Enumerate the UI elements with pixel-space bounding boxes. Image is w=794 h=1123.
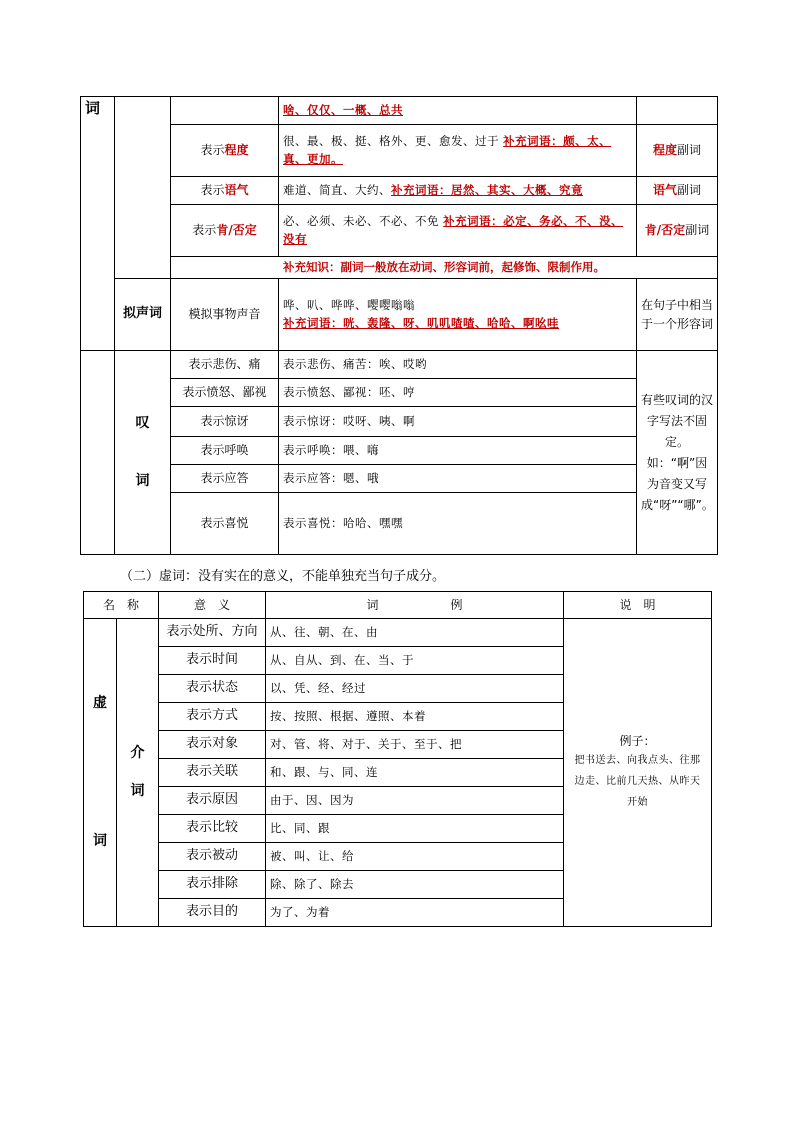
note-body: 把书送去、向我点头、往那边走、比前几天热、从昨天开始	[574, 755, 701, 809]
words-text: 从、自从、到、在、当、于	[270, 652, 415, 667]
interjection-char-2: 词	[135, 472, 150, 489]
onomatopoeia-name	[115, 279, 171, 351]
examples-cell	[266, 731, 564, 759]
words-cell	[279, 97, 637, 125]
header-text: 名 称	[103, 597, 140, 612]
meaning-cell	[171, 97, 279, 125]
words-text: 难道、简直、大约、	[283, 182, 391, 197]
meaning-cell	[159, 675, 266, 703]
supplement-text: 补充词语：必定、务必、不、没、没有	[283, 213, 624, 246]
words-negation	[279, 205, 637, 257]
meaning-cell	[159, 815, 266, 843]
examples-cell	[266, 899, 564, 927]
header-examples	[266, 592, 564, 619]
adverb-name-cell	[115, 97, 171, 279]
function-word-label	[84, 619, 117, 927]
words-text: 表示呼唤：喂、嗨	[283, 442, 379, 457]
words-text: 为了、为着	[270, 904, 331, 919]
meaning-prefix: 表示	[200, 143, 225, 158]
examples-cell	[266, 843, 564, 871]
meaning-text: 表示愤怒、鄙视	[182, 385, 267, 400]
meaning-cell	[159, 759, 266, 787]
meaning-negation	[171, 205, 279, 257]
meaning-cell	[159, 647, 266, 675]
meaning-text: 表示喜悦	[200, 516, 249, 531]
meaning-text: 表示目的	[186, 904, 239, 920]
note-suffix: 副词	[685, 223, 710, 238]
meaning-text: 表示时间	[186, 652, 239, 668]
words-text: 以、凭、经、经过	[270, 680, 367, 695]
words-text: 表示应答：嗯、哦	[283, 470, 379, 485]
examples-cell	[266, 703, 564, 731]
meaning-cell	[159, 703, 266, 731]
supplement-text: 补充词语：咣、轰隆、呀、叽叽喳喳、哈哈、啊吆哇	[283, 315, 559, 330]
note-mood	[637, 177, 718, 205]
note-title: 例子：	[619, 733, 656, 748]
note-suffix: 副词	[677, 183, 702, 198]
meaning-text: 表示状态	[186, 680, 239, 696]
meaning-cell	[159, 843, 266, 871]
meaning-prefix: 表示	[192, 223, 217, 238]
words-text: 被、叫、让、给	[270, 848, 355, 863]
meaning-text: 表示悲伤、痛	[188, 357, 261, 372]
category-char-1: 虚	[93, 694, 107, 711]
meaning-text: 表示方式	[186, 708, 239, 724]
meaning-text: 表示处所、方向	[166, 624, 258, 640]
note-text: 有些叹词的汉字写法不固定。如：“啊”因为音变又写成“呀”“哪”。	[641, 392, 714, 512]
interjection-meaning	[171, 407, 279, 437]
words-text: 比、同、跟	[270, 820, 331, 835]
interjection-name	[115, 351, 171, 555]
examples-cell	[266, 647, 564, 675]
examples-cell	[266, 675, 564, 703]
examples-cell	[266, 871, 564, 899]
header-text: 意 义	[194, 597, 231, 612]
function-word-table	[83, 591, 712, 927]
meaning-key: 程度	[224, 143, 249, 158]
meaning-text: 表示惊讶	[200, 414, 249, 429]
words-text: 和、跟、与、同、连	[270, 764, 379, 779]
meaning-text: 表示应答	[200, 471, 249, 486]
words-text: 啥、仅仅、一概、总共	[283, 102, 403, 117]
onomatopoeia-note	[637, 279, 718, 351]
notes-cell	[564, 619, 712, 927]
note-text: 在句子中相当于一个形容词	[641, 297, 714, 331]
note-degree	[637, 125, 718, 177]
interjection-words	[279, 437, 637, 465]
supplement-knowledge	[171, 257, 718, 279]
note-suffix: 副词	[677, 143, 702, 158]
onomatopoeia-meaning	[171, 279, 279, 351]
meaning-cell	[159, 899, 266, 927]
meaning-mood	[171, 177, 279, 205]
meaning-prefix: 表示	[200, 183, 225, 198]
meaning-cell	[159, 787, 266, 815]
meaning-cell	[159, 871, 266, 899]
examples-cell	[266, 759, 564, 787]
word-class-table-continued	[80, 96, 718, 555]
meaning-text: 模拟事物声音	[188, 307, 261, 322]
note-key: 语气	[652, 183, 677, 198]
words-degree	[279, 125, 637, 177]
words-text: 按、按照、根据、遵照、本着	[270, 708, 427, 723]
interjection-col1	[81, 351, 115, 555]
supplement-text: 补充词语：居然、其实、大概、究竟	[391, 182, 583, 197]
header-notes	[564, 592, 712, 619]
interjection-meaning	[171, 465, 279, 493]
words-text: 表示愤怒、鄙视：呸、哼	[283, 384, 415, 399]
section-intro: （二）虚词：没有实在的意义，不能单独充当句子成分。	[120, 569, 446, 584]
examples-cell	[266, 815, 564, 843]
meaning-cell	[159, 619, 266, 647]
onomatopoeia-words	[279, 279, 637, 351]
interjection-meaning	[171, 351, 279, 379]
subcategory-char-2: 词	[130, 782, 145, 799]
interjection-words	[279, 493, 637, 555]
category-label: 词	[85, 99, 101, 117]
interjection-meaning	[171, 379, 279, 407]
interjection-words	[279, 379, 637, 407]
words-text: 必、必须、未必、不必、不免	[283, 213, 439, 228]
words-text: 表示惊讶：哎呀、咦、啊	[283, 413, 415, 428]
interjection-char-1: 叹	[135, 414, 150, 431]
onomatopoeia-label: 拟声词	[122, 306, 162, 322]
interjection-words	[279, 465, 637, 493]
header-meaning	[159, 592, 266, 619]
words-text: 除、除了、除去	[270, 876, 355, 891]
interjection-words	[279, 407, 637, 437]
header-text: 词 例	[366, 597, 463, 612]
words-text: 对、管、将、对于、关于、至于、把	[270, 736, 463, 751]
interjection-meaning	[171, 437, 279, 465]
category-char-2: 词	[93, 832, 107, 849]
meaning-text: 表示被动	[186, 848, 239, 864]
meaning-key: 肯/否定	[216, 223, 257, 238]
interjection-note	[637, 351, 718, 555]
preposition-label	[117, 619, 159, 927]
supplement-text: 补充词语：颇、太、真、更加。	[283, 133, 612, 166]
words-text: 表示喜悦：哈哈、嘿嘿	[283, 515, 403, 530]
header-text: 说 明	[619, 597, 656, 612]
meaning-text: 表示呼唤	[200, 443, 249, 458]
header-name	[84, 592, 159, 619]
words-text: 从、往、朝、在、由	[270, 624, 379, 639]
words-text: 哗、叭、哗哗、嘤嘤嗡嗡	[283, 297, 415, 312]
meaning-text: 表示原因	[186, 792, 239, 808]
meaning-text: 表示比较	[186, 820, 239, 836]
category-cell	[81, 97, 115, 351]
subcategory-char-1: 介	[130, 744, 145, 761]
note-negation	[637, 205, 718, 257]
examples-cell	[266, 787, 564, 815]
meaning-degree	[171, 125, 279, 177]
interjection-words	[279, 351, 637, 379]
words-text: 由于、因、因为	[270, 792, 355, 807]
words-text: 很、最、极、挺、格外、更、愈发、过于	[283, 133, 499, 148]
meaning-cell	[159, 731, 266, 759]
note-cell	[637, 97, 718, 125]
meaning-key: 语气	[224, 183, 249, 198]
note-key: 程度	[652, 143, 677, 158]
note-key: 肯/否定	[644, 223, 686, 238]
words-mood	[279, 177, 637, 205]
interjection-meaning	[171, 493, 279, 555]
meaning-text: 表示排除	[186, 876, 239, 892]
words-text: 表示悲伤、痛苦：唉、哎哟	[283, 356, 427, 371]
meaning-text: 表示对象	[186, 736, 239, 752]
supplement-knowledge-text: 补充知识：副词一般放在动词、形容词前，起修饰、限制作用。	[283, 259, 605, 274]
examples-cell	[266, 619, 564, 647]
meaning-text: 表示关联	[186, 764, 239, 780]
